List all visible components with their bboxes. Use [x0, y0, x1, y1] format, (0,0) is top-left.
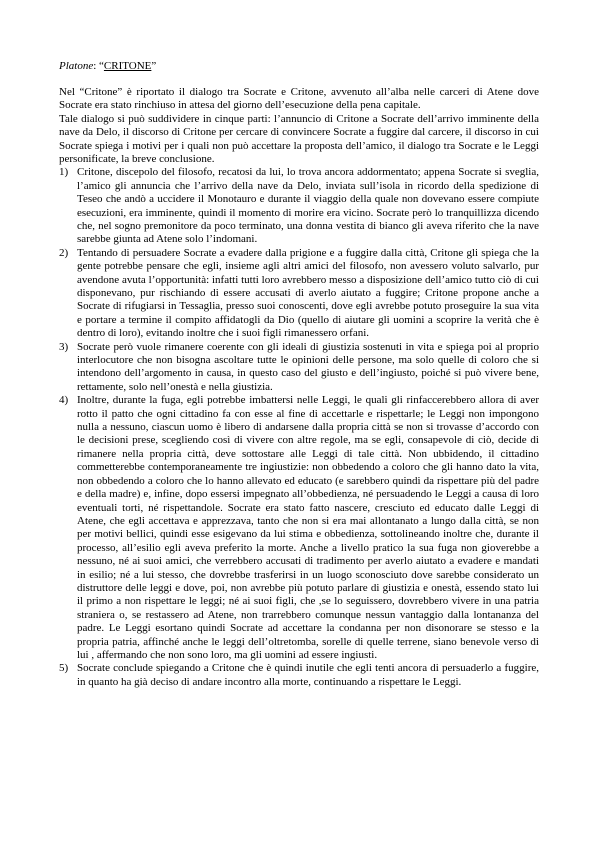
document-title [59, 60, 539, 73]
work-title: CRITONE [103, 60, 152, 72]
author-name: Platone [59, 60, 94, 72]
section-number: 3) [59, 340, 69, 353]
section-text: Inoltre, durante la fuga, egli potrebbe imbattersi nelle Leggi, le quali gli rinfaccerebbero allora di aver rotto il patto che ogni cittadino fa con esse al fine di accettarle e rispettarle; le Leggi non impongono nulla a nessuno, ciascun uomo è libero di andarsene dalla propria città se non si trovasse d’accordo con le decisioni prese, scegliendo così di vivere con altre regole, ma se egli, consapevole di ciò, decide di rimanere nella propria città, deve sottostare alle Leggi di tale città. Non ubbidendo, il cittadino commetterebbe contemporaneamente tre ingiustizie: non obbedendo a coloro che gli hanno dato la vita, non obbedendo a coloro che lo hanno allevato ed educato (e sarebbero quindi da rispettare più del padre e della madre) e, infine, dopo essersi impegnato all’obbedienza, né persuadendo le Leggi a causa di loro eventuali torti, né rispettandole. Socrate era stato fatto nascere, cresciuto ed educato dalle Leggi di Atene, che egli accettava e apprezzava, tanto che non si era mai allontanato a lungo dalla città, se non per motivi bellici, quindi esse esigevano da lui stima e obbedienza, sottolineando inoltre che, durante il processo, all’esilio egli aveva preferito la morte. Anche a livello pratico la sua fuga non gioverebbe a nessuno, né ai suoi amici, che verrebbero accusati di tradimento per averlo aiutato a evadere e mandati in esilio; né a lui stesso, che dovrebbe trasferirsi in un luogo sconosciuto dove sarebbe considerato un distruttore delle leggi e dove, poi, non avrebbe più potuto parlare di giustizia e onestà, essendo stato lui il primo a non rispettare le leggi; né ai suoi figli, che ,se lo seguissero, dovrebbero vivere in una patria straniera o, se restassero ad Atene, non trarrebbero comunque nessun vantaggio dalla lontananza del padre. Le Leggi esortano quindi Socrate ad accettare la condanna per non disonorare se stesso e la propria patria, affinché anche le leggi dell’oltretomba, sorelle di quelle terrene, siano benevole verso di lui , affermando che non sono loro, ma gli uomini ad essere ingiusti. [77, 394, 539, 661]
section-number: 2) [59, 246, 69, 259]
section-number: 1) [59, 166, 69, 179]
section-item [59, 341, 539, 395]
section-number: 4) [59, 394, 69, 407]
section-item [59, 662, 539, 689]
sections-list [59, 166, 539, 689]
section-text: Critone, discepolo del filosofo, recatosi da lui, lo trova ancora addormentato; appena Socrate si sveglia, l’amico gli annuncia che l’arrivo della nave da Delo, inviata sull’isola in ricordo della spedizione di Teseo che andò a uccidere il Monotauro e durante il viaggio della quale non dovevano essere compiute esecuzioni, era imminente, quindi il momento di morire era vicino. Socrate però lo tranquillizza dicendo che, nel sogno premonitore da poco terminato, una donna vestita di bianco gli aveva riferito che la nave sarebbe giunta ad Atene solo l’indomani. [77, 166, 539, 246]
section-item [59, 247, 539, 341]
section-item [59, 394, 539, 662]
section-text: Socrate però vuole rimanere coerente con gli ideali di giustizia sostenuti in vita e spiega poi al proprio interlocutore che non bisogna ascoltare tutte le opinioni delle persone, ma solo quelle di coloro che si intendono dell’argomento in causa, in questo caso del giusto e dell’ingiusto, poiché si può vivere bene, rettamente, solo nell’onestà e nella giustizia. [77, 340, 539, 393]
section-text: Socrate conclude spiegando a Critone che è quindi inutile che egli tenti ancora di persuaderlo a fuggire, in quanto ha già deciso di andare incontro alla morte, continuando a rispettare le Leggi. [77, 662, 539, 688]
intro-paragraph: Tale dialogo si può suddividere in cinque parti: l’annuncio di Critone a Socrate dell’arrivo imminente della nave da Delo, il discorso di Critone per cercare di convincere Socrate a fuggire dal carcere, il discorso in cui Socrate spiega i motivi per i quali non può accettare la proposta dell’amico, il dialogo tra Socrate e le Leggi personificate, la breve conclusione. [59, 112, 539, 165]
section-text: Tentando di persuadere Socrate a evadere dalla prigione e a fuggire dalla città, Critone gli spiega che la gente potrebbe pensare che egli, insieme agli altri amici del filosofo, non avessero voluto salvarlo, pur avendone avuta l’opportunità: infatti tutti loro avrebbero messo a disposizione dell’amico tutto ciò di cui disponevano, pur rischiando di essere accusati di averlo aiutato a fuggire; Critone propone anche a Socrate di rifugiarsi in Tessaglia, presso suoi conoscenti, dove egli avrebbe potuto proseguire la sua vita e portare a termine il compito affidatogli da Dio (quello di aiutare gli uomini a scoprire la verità che è dentro di loro), evitando inoltre che i suoi figli rimanessero orfani. [77, 246, 539, 340]
document-page [59, 60, 539, 689]
title-close-quote: ” [151, 60, 157, 72]
section-number: 5) [59, 662, 69, 675]
intro-paragraph: Nel “Critone” è riportato il dialogo tra Socrate e Critone, avvenuto all’alba nelle carceri di Atene dove Socrate era stato rinchiuso in attesa del giorno dell’esecuzione della pena capitale. [59, 85, 539, 112]
title-separator: : “ [93, 60, 104, 72]
section-item [59, 166, 539, 246]
